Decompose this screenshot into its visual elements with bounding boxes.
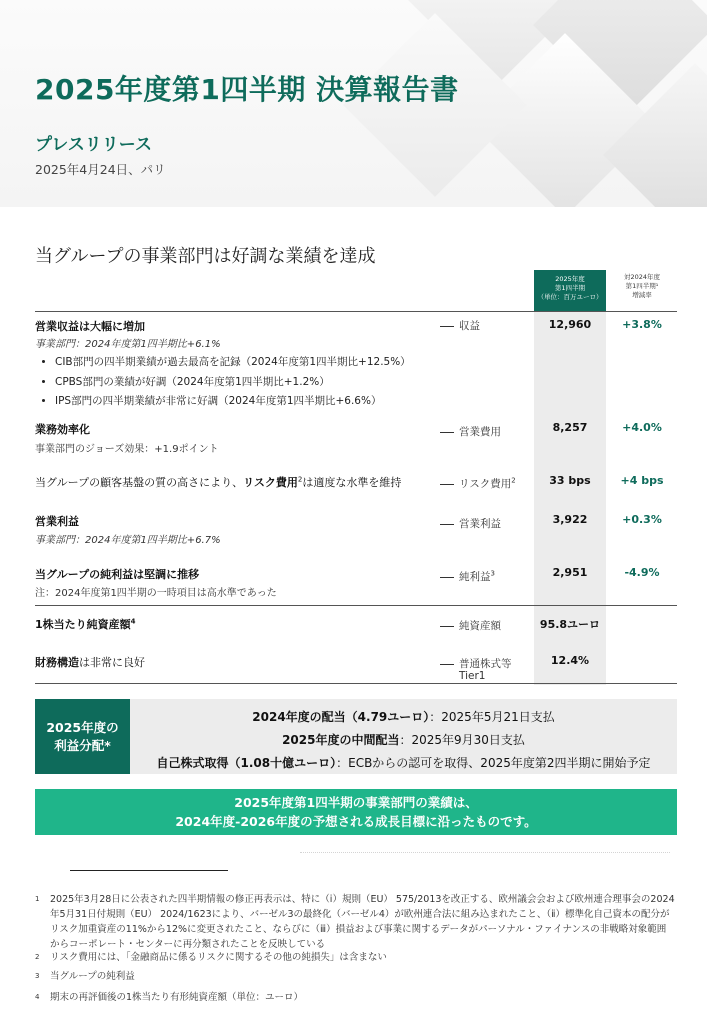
line-emphasis: 2025年度の中間配当 xyxy=(282,733,400,747)
label-line: 利益分配* xyxy=(54,738,111,753)
label-line: 2025年度の xyxy=(46,720,119,735)
hero-banner xyxy=(0,0,707,207)
table-mid-rule xyxy=(35,605,677,606)
footnote-text: 2025年3月28日に公表された四半期情報の修正再表示は、特に（ⅰ）規則（EU） 575/2013を改正する、欧州議会会および欧州連合理事会の2024年5月31日付規則（EU） 2024/1623により、バーゼル3の最終化（バーゼル4）が欧州連合法に組み込まれたこと、（ⅱ）標準化自己資本の配分がリスク加重資産の11%から12%に変更されたこと、ならびに（ⅲ）損益および事業に関するデータがパーソナル・ファイナンスの非戦略対象範囲からコーポレート・センターに再分類されたことを反映している xyxy=(50,894,675,950)
row-title: 営業利益 xyxy=(35,515,79,528)
table-top-rule xyxy=(35,311,677,312)
metric-label-line2: Tier1 xyxy=(459,670,486,682)
metric-label xyxy=(440,656,512,671)
footnote-text: 期末の再評価後の1株当たり有形純資産額（単位：ユーロ） xyxy=(50,992,304,1003)
row-title: 営業収益は大幅に増加 xyxy=(35,320,145,333)
row-title: 業務効率化 xyxy=(35,423,90,436)
metric-value: 33 bps xyxy=(549,474,591,487)
metric-value: 8,257 xyxy=(552,421,588,434)
metric-label xyxy=(440,476,516,491)
footnote-ref: 2 xyxy=(511,476,516,485)
metric-label xyxy=(440,569,495,584)
metric-label xyxy=(440,318,480,333)
title-emphasis: リスク費用 xyxy=(243,476,298,489)
line-text: ：2025年5月21日支払 xyxy=(429,710,555,724)
metric-change: -4.9% xyxy=(624,566,660,579)
metric-value: 3,922 xyxy=(552,513,588,526)
line-text: ：ECBからの認可を取得、2025年度第2四半期に開始予定 xyxy=(336,756,651,770)
metric-text: 普通株式等 xyxy=(459,658,512,670)
metric-label xyxy=(440,618,501,633)
line-emphasis: 自己株式取得（1.08十億ユーロ） xyxy=(156,756,337,770)
metric-value: 95.8ユーロ xyxy=(539,618,601,631)
metric-change: +4.0% xyxy=(622,421,662,434)
metric-value: 12,960 xyxy=(548,318,592,331)
metric-change: +4 bps xyxy=(620,474,664,487)
metric-text: リスク費用 xyxy=(459,478,512,490)
section-title: 当グループの事業部門は好調な業績を達成 xyxy=(35,246,376,267)
list-item: • CPBS部門の業績が好調（2024年度第1四半期比+1.2%） xyxy=(55,374,411,394)
row-title xyxy=(35,654,145,670)
metric-text: 純利益 xyxy=(459,571,491,583)
row-title: 当グループの純利益は堅調に推移 xyxy=(35,568,200,581)
footnote-ref: 3 xyxy=(490,569,495,578)
footnote-number: 2 xyxy=(35,953,40,961)
metric-value: 2,951 xyxy=(552,566,588,579)
row-title xyxy=(35,616,136,632)
distribution-label xyxy=(35,699,130,774)
title-text: 当グループの顧客基盤の質の高さにより、 xyxy=(35,476,244,489)
footnote-text: 当グループの純利益 xyxy=(50,971,135,982)
header-line: 第1四半期 xyxy=(554,284,586,292)
dividend-line xyxy=(130,708,677,725)
table-bottom-rule xyxy=(35,683,677,684)
metric-change: +3.8% xyxy=(622,318,662,331)
title-text: 1株当たり純資産額 xyxy=(35,618,131,631)
footnote-3 xyxy=(35,969,675,984)
metric-label xyxy=(440,424,501,439)
distribution-box xyxy=(35,699,677,774)
highlight-line: 2024年度-2026年度の予想される成長目標に沿ったものです。 xyxy=(175,814,537,829)
row-subtitle: 事業部門：2024年度第1四半期比+6.7% xyxy=(35,535,221,546)
row-subtitle: 事業部門のジョーズ効果：+1.9ポイント xyxy=(35,444,219,455)
footnote-ref: 2 xyxy=(297,475,303,484)
title-emphasis: 財務構造 xyxy=(35,656,79,669)
highlight-banner xyxy=(35,789,677,835)
title-text: は適度な水準を維持 xyxy=(302,476,402,489)
header-line: 対2024年度 xyxy=(623,273,661,281)
highlight-line: 2025年度第1四半期の事業部門の業績は、 xyxy=(234,795,478,810)
current-quarter-header xyxy=(534,270,606,311)
metric-text: 純資産額 xyxy=(459,620,501,632)
metric-text: 営業利益 xyxy=(459,518,501,530)
footnote-rule xyxy=(70,870,228,871)
header-line: 増減率 xyxy=(632,291,652,299)
metric-text: 営業費用 xyxy=(459,426,501,438)
line-text: ：2025年9月30日支払 xyxy=(399,733,525,747)
header-line: 第1四半期¹ xyxy=(625,282,659,290)
buyback-line xyxy=(130,754,677,771)
footnote-ref: 4 xyxy=(130,617,136,626)
interim-dividend-line xyxy=(130,731,677,748)
list-item: • CIB部門の四半期業績が過去最高を記録（2024年度第1四半期比+12.5%） xyxy=(55,354,411,374)
bullet-list xyxy=(35,354,411,413)
list-item: • IPS部門の四半期業績が非常に好調（2024年度第1四半期比+6.6%） xyxy=(55,393,411,413)
footnote-number: 1 xyxy=(35,895,40,903)
press-release-label: プレスリリース xyxy=(35,135,152,155)
faint-divider xyxy=(300,852,670,857)
row-subtitle: 注：2024年度第1四半期の一時項目は高水準であった xyxy=(35,588,277,599)
row-title xyxy=(35,474,401,490)
footnote-number: 4 xyxy=(35,993,40,1001)
metric-text: 収益 xyxy=(459,320,480,332)
footnote-2 xyxy=(35,950,675,965)
title-text: は非常に良好 xyxy=(79,656,145,669)
metric-label xyxy=(440,516,501,531)
footnote-text: リスク費用には、「金融商品に係るリスクに関するその他の純損失」は含まない xyxy=(50,952,387,963)
metric-value: 12.4% xyxy=(550,654,590,667)
page-title: 2025年度第1四半期 決算報告書 xyxy=(35,73,459,106)
footnote-1 xyxy=(35,892,675,952)
row-subtitle: 事業部門：2024年度第1四半期比+6.1% xyxy=(35,339,221,350)
footnote-number: 3 xyxy=(35,972,40,980)
line-emphasis: 2024年度の配当（4.79ユーロ） xyxy=(252,710,430,724)
change-header xyxy=(612,273,672,300)
release-date: 2025年4月24日、パリ xyxy=(35,162,166,177)
metric-change: +0.3% xyxy=(622,513,662,526)
header-line: 2025年度 xyxy=(555,275,585,283)
footnote-4 xyxy=(35,990,675,1005)
header-line: （単位：百万ユーロ） xyxy=(537,293,603,301)
